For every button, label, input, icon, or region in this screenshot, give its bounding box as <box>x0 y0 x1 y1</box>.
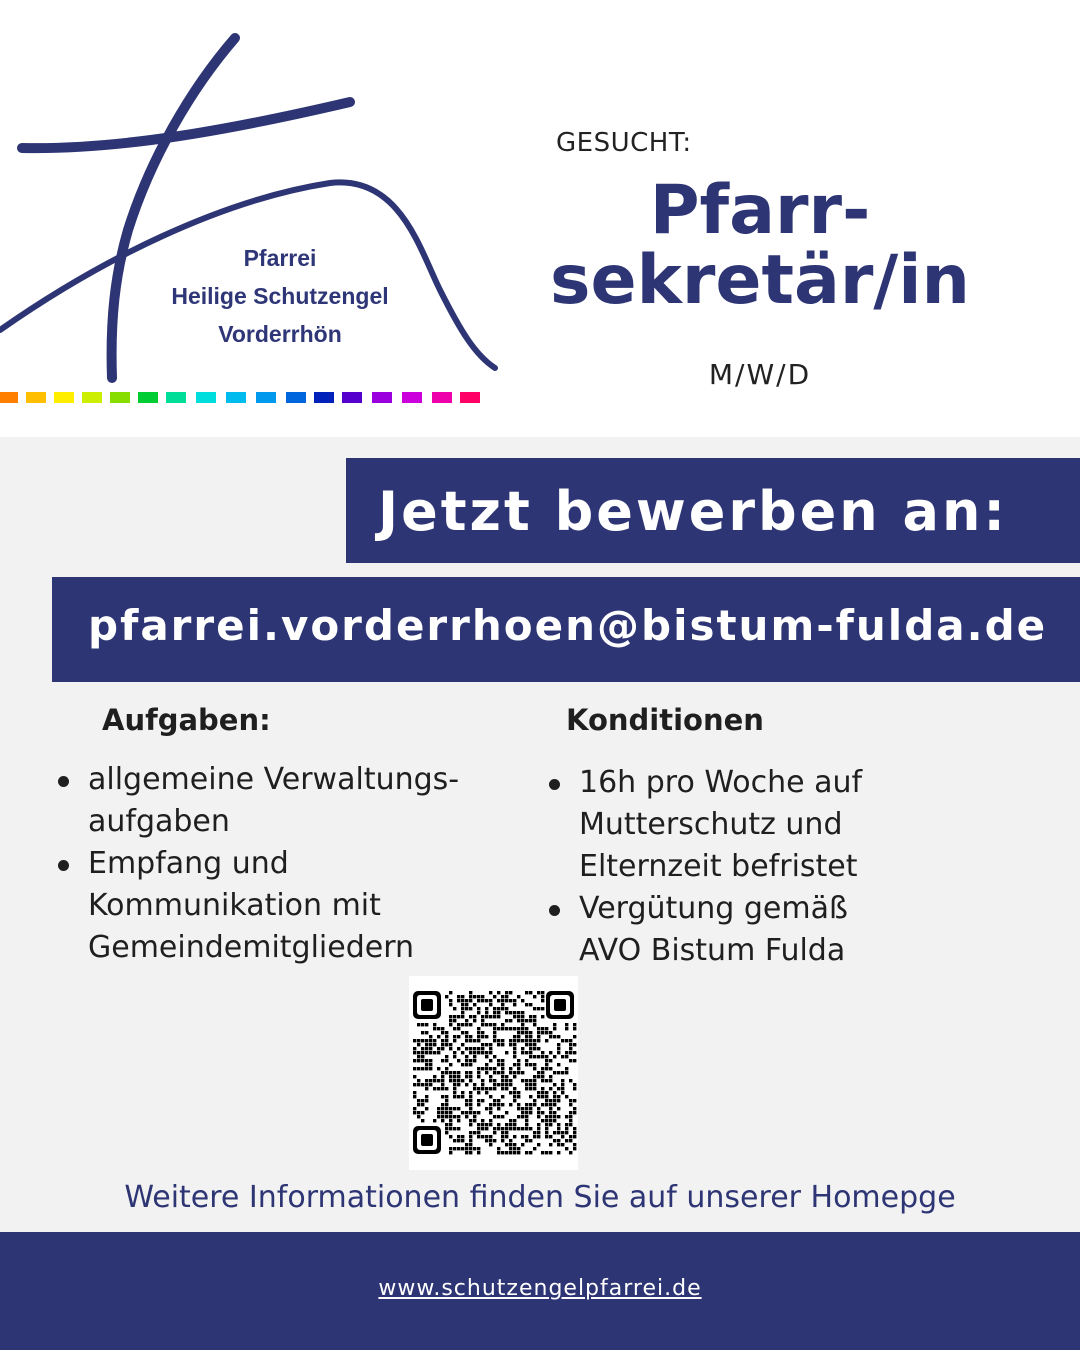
email-banner[interactable] <box>52 577 1080 682</box>
gender-note: M/W/D <box>708 358 812 391</box>
job-title-line1: Pfarr- <box>649 171 871 250</box>
list-item: 16h pro Woche auf Mutterschutz und Elternzeit befristet <box>549 762 879 888</box>
list-item: Vergütung gemäß AVO Bistum Fulda <box>549 888 879 972</box>
apply-banner <box>346 458 1080 563</box>
tasks-list <box>58 759 508 969</box>
qr-code-graphic <box>409 976 578 1170</box>
list-item: Empfang und Kommunikation mit Gemeindemitgliedern <box>58 843 508 969</box>
apply-label: Jetzt bewerben an: <box>378 480 1008 543</box>
qr-code[interactable] <box>409 976 578 1170</box>
more-info-text: Weitere Informationen finden Sie auf unserer Homepge <box>124 1180 956 1215</box>
homepage-link[interactable]: www.schutzengelpfarrei.de <box>378 1276 702 1301</box>
parish-logo <box>0 30 540 420</box>
header-section <box>0 0 1080 437</box>
kicker-text: GESUCHT: <box>556 128 692 158</box>
rainbow-stripe <box>0 392 480 403</box>
job-title-line2: sekretär/in <box>550 241 970 320</box>
footer <box>0 1232 1080 1350</box>
conditions-heading: Konditionen <box>566 703 764 737</box>
logo-text-line1: Pfarrei <box>243 245 317 271</box>
conditions-list <box>549 762 879 972</box>
list-item: allgemeine Verwaltungs-aufgaben <box>58 759 508 843</box>
logo-text-line2: Heilige Schutzengel <box>171 283 389 309</box>
tasks-heading: Aufgaben: <box>102 703 271 737</box>
email-link[interactable]: pfarrei.vorderrhoen@bistum-fulda.de <box>88 601 1048 650</box>
logo-text-line3: Vorderrhön <box>218 321 342 347</box>
